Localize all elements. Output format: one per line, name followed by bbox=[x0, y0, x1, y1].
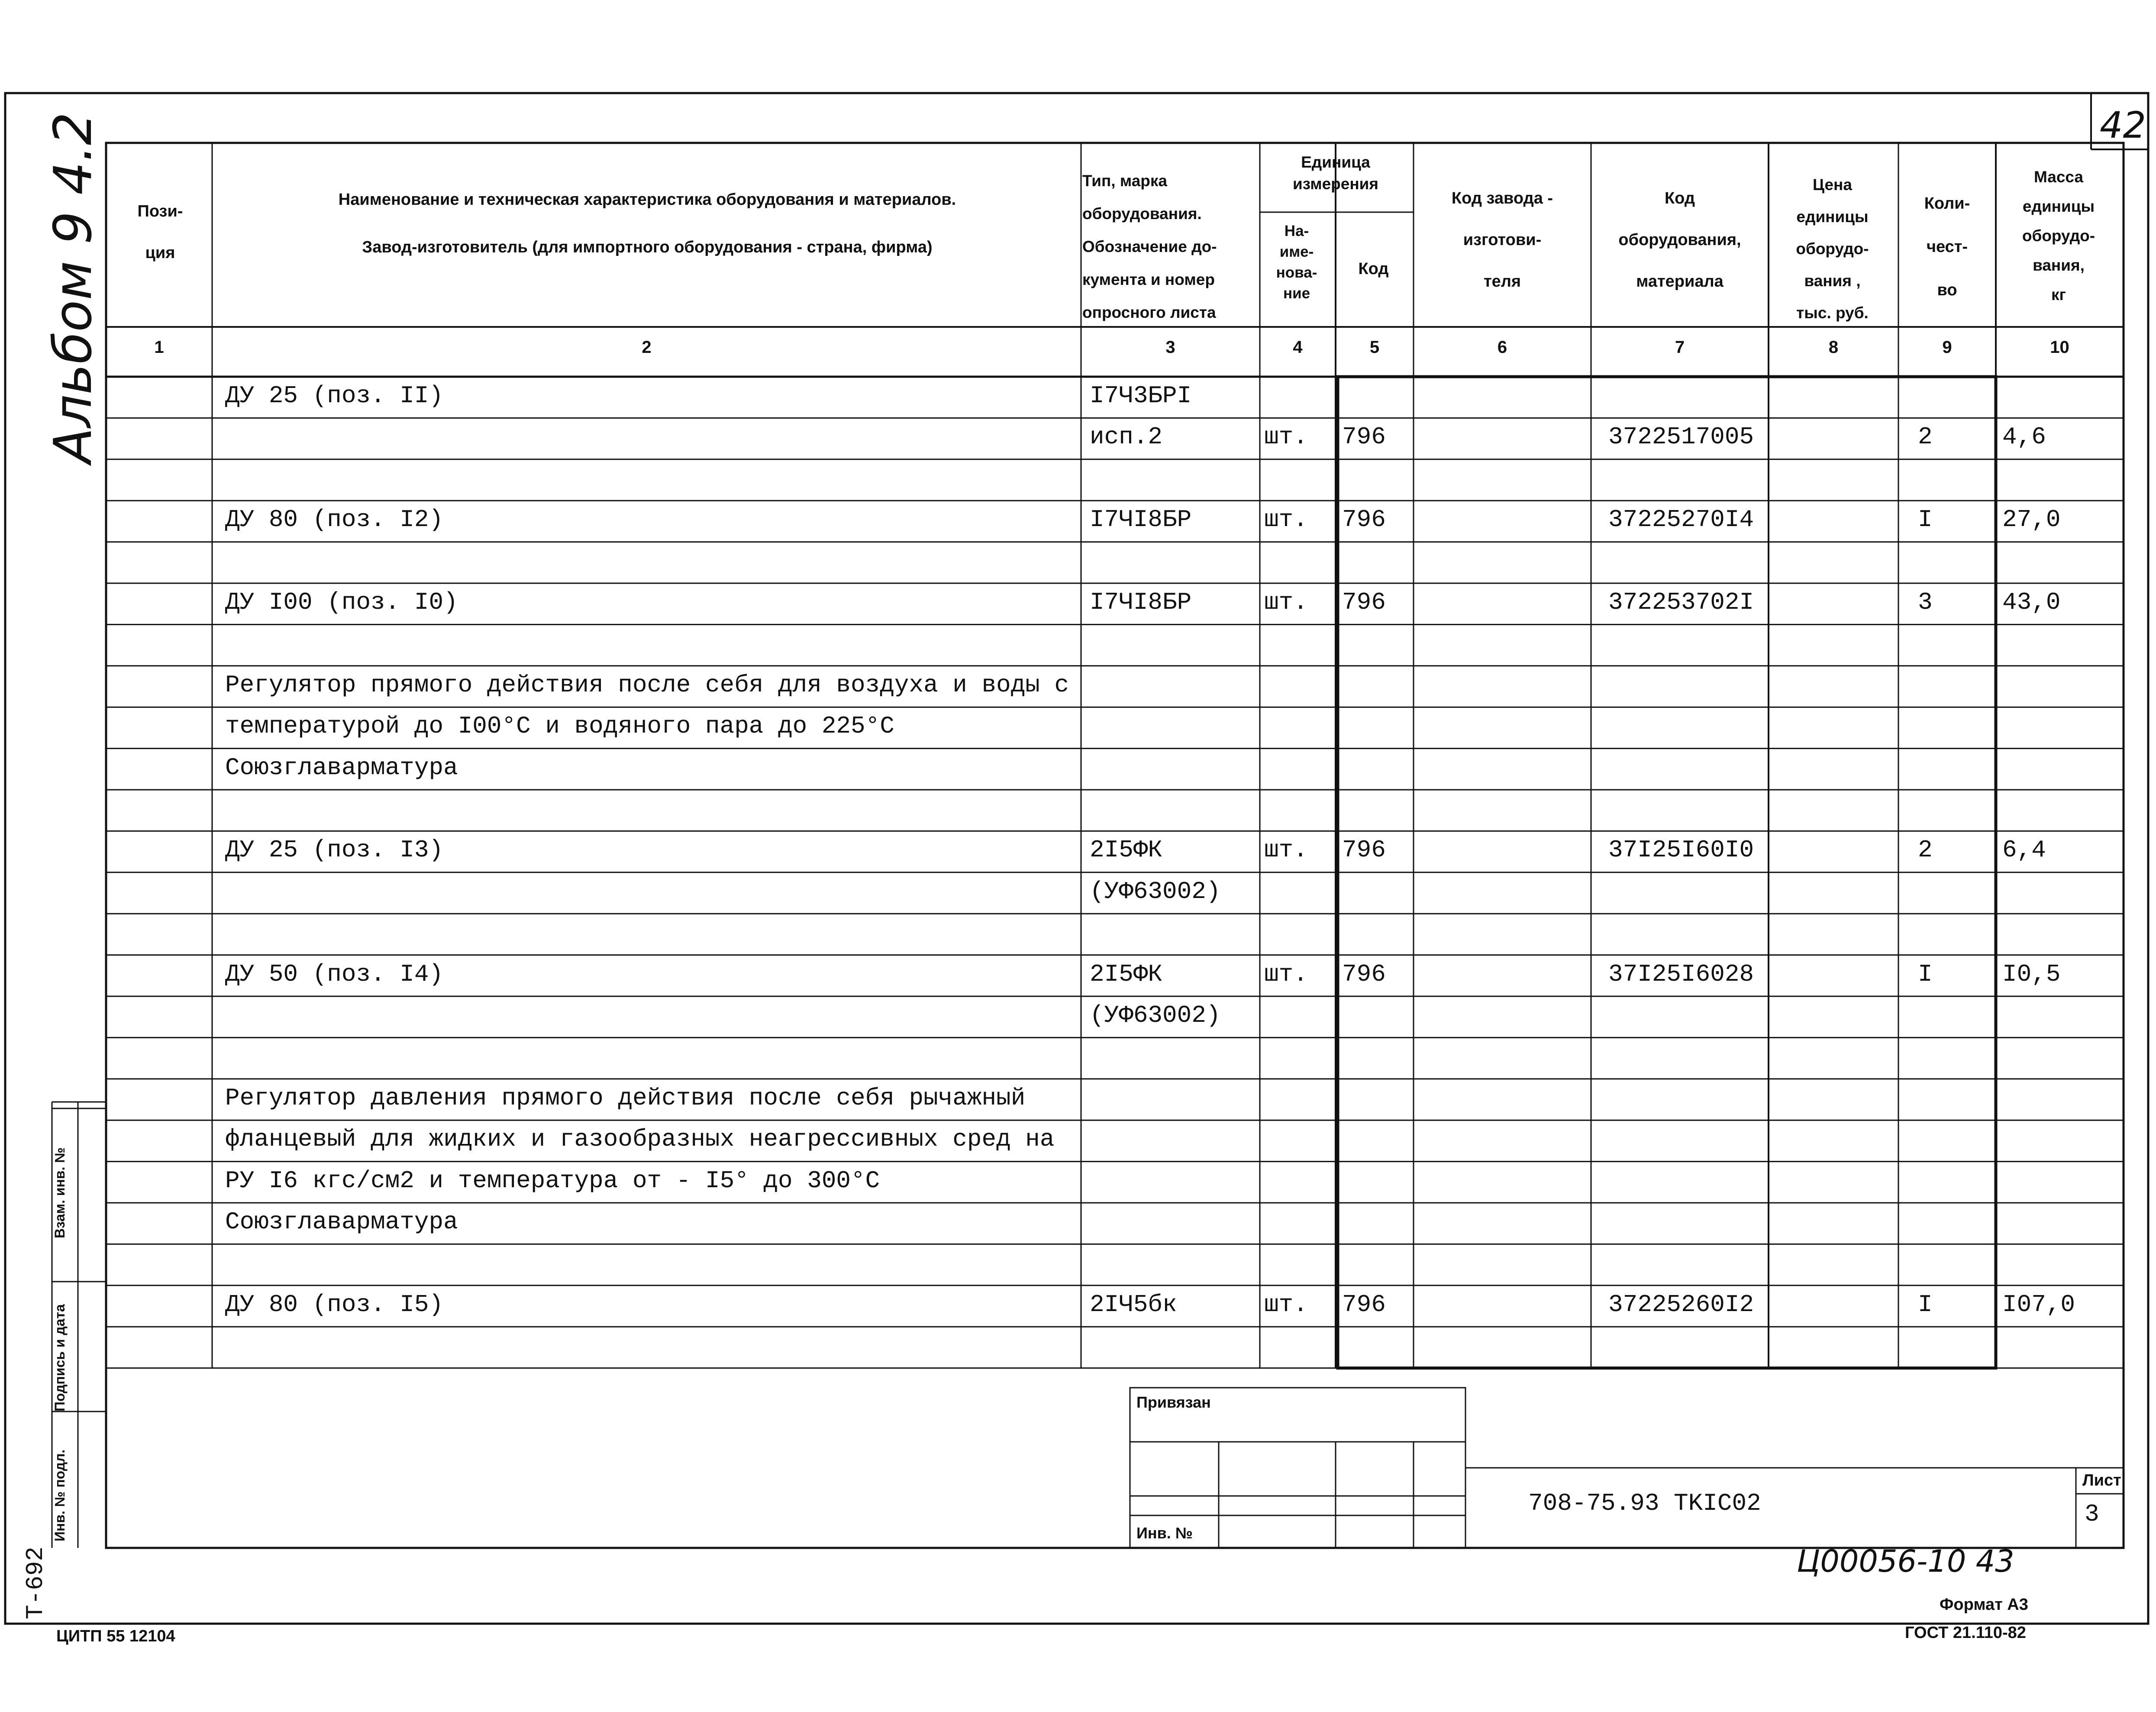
stamp-inv-podl: Инв. № подл. bbox=[52, 1449, 68, 1541]
cell-type: I7ЧI8БР bbox=[1090, 506, 1192, 534]
stamp-signature-date: Подпись и дата bbox=[52, 1304, 68, 1412]
cell-unit: шт. bbox=[1264, 588, 1308, 616]
column-number-3: 3 bbox=[1165, 338, 1175, 357]
header-type: Тип, марка оборудования. Обозначение до- кумента и номер опросного листа bbox=[1082, 172, 1217, 321]
cell-code: 796 bbox=[1342, 1290, 1386, 1318]
cell-name: ДУ 80 (поз. I2) bbox=[225, 506, 444, 534]
header-unit: Единица измерения bbox=[1292, 153, 1379, 193]
cell-name: ДУ 25 (поз. II) bbox=[225, 382, 444, 410]
org-code: ЦИТП 55 12104 bbox=[56, 1627, 175, 1645]
cell-unit: шт. bbox=[1264, 836, 1308, 864]
cell-name: Союзглаварматура bbox=[225, 753, 458, 782]
cell-type: I7Ч3БРI bbox=[1090, 382, 1192, 410]
format-label: Формат А3 bbox=[1940, 1596, 2028, 1614]
cell-type: I7ЧI8БР bbox=[1090, 588, 1192, 616]
cell-code: 796 bbox=[1342, 423, 1386, 451]
cell-unit: шт. bbox=[1264, 506, 1308, 534]
header-price: Цена единицы оборудо- вания , тыс. руб. bbox=[1796, 176, 1869, 322]
header-mass: Масса единицы оборудо- вания, кг bbox=[2022, 168, 2095, 304]
stamp-inv-no: Инв. № bbox=[1136, 1524, 1193, 1542]
header-quantity: Коли- чест- во bbox=[1924, 194, 1970, 299]
cell-mass: I07,0 bbox=[2002, 1290, 2075, 1318]
doc-code: 708-75.93 TKIC02 bbox=[1528, 1489, 1761, 1517]
cell-unit: шт. bbox=[1264, 960, 1308, 988]
cell-mass: 43,0 bbox=[2002, 588, 2061, 616]
stamp-privyazan: Привязан bbox=[1136, 1393, 1211, 1411]
gost-label: ГОСТ 21.110-82 bbox=[1905, 1624, 2026, 1642]
cell-type: (УФ63002) bbox=[1090, 1001, 1221, 1029]
cell-unit: шт. bbox=[1264, 1290, 1308, 1318]
handwritten-code: Ц00056-10 43 bbox=[1797, 1544, 2014, 1579]
cell-name: температурой до I00°С и водяного пара до 225°С bbox=[225, 712, 894, 740]
cell-quantity: 2 bbox=[1918, 423, 1933, 451]
cell-unit: шт. bbox=[1264, 423, 1308, 451]
column-number-5: 5 bbox=[1369, 338, 1380, 357]
cell-code: 796 bbox=[1342, 960, 1386, 988]
cell-material-code: 372253702I bbox=[1608, 588, 1754, 616]
header-material-code: Код оборудования, материала bbox=[1618, 189, 1741, 291]
cell-name: ДУ 50 (поз. I4) bbox=[225, 960, 444, 988]
column-number-8: 8 bbox=[1828, 338, 1839, 357]
column-number-2: 2 bbox=[642, 338, 652, 357]
cell-name: ДУ I00 (поз. I0) bbox=[225, 588, 458, 616]
cell-type: (УФ63002) bbox=[1090, 877, 1221, 905]
cell-material-code: 37225270I4 bbox=[1608, 506, 1754, 534]
page-number: 42 bbox=[2100, 104, 2146, 146]
cell-material-code: 37225260I2 bbox=[1608, 1290, 1754, 1318]
cell-name: Регулятор давления прямого действия после себя рычажный bbox=[225, 1084, 1026, 1112]
cell-name: фланцевый для жидких и газообразных неагрессивных сред на bbox=[225, 1125, 1055, 1153]
cell-name: ДУ 25 (поз. I3) bbox=[225, 836, 444, 864]
cell-quantity: 2 bbox=[1918, 836, 1933, 864]
cell-code: 796 bbox=[1342, 506, 1386, 534]
header-position: Пози- ция bbox=[137, 202, 183, 262]
cell-code: 796 bbox=[1342, 588, 1386, 616]
stamp-vzam-inv: Взам. инв. № bbox=[52, 1147, 68, 1238]
column-number-4: 4 bbox=[1293, 338, 1303, 357]
header-unit-name: На- име- нова- ние bbox=[1276, 223, 1317, 302]
cell-name: Регулятор прямого действия после себя для воздуха и воды с bbox=[225, 671, 1069, 699]
list-value: 3 bbox=[2085, 1500, 2099, 1528]
cell-code: 796 bbox=[1342, 836, 1386, 864]
cell-type: исп.2 bbox=[1090, 423, 1163, 451]
cell-mass: 6,4 bbox=[2002, 836, 2046, 864]
cell-material-code: 37I25I60I0 bbox=[1608, 836, 1754, 864]
header-name-line2: Завод-изготовитель (для импортного оборудования - страна, фирма) bbox=[362, 238, 933, 256]
cell-name: Союзглаварматура bbox=[225, 1208, 458, 1236]
header-unit-code: Код bbox=[1358, 260, 1389, 278]
column-number-7: 7 bbox=[1675, 338, 1685, 357]
column-number-6: 6 bbox=[1497, 338, 1507, 357]
cell-mass: 4,6 bbox=[2002, 423, 2046, 451]
column-number-9: 9 bbox=[1942, 338, 1952, 357]
list-label: Лист bbox=[2082, 1471, 2121, 1489]
cell-material-code: 3722517005 bbox=[1608, 423, 1754, 451]
cell-type: 2IЧ5бк bbox=[1090, 1290, 1177, 1318]
header-name-line1: Наименование и техническая характеристика оборудования и материалов. bbox=[338, 191, 956, 209]
cell-quantity: I bbox=[1918, 960, 1933, 988]
column-number-1: 1 bbox=[154, 338, 164, 357]
side-code: Т-692 bbox=[22, 1546, 49, 1619]
cell-type: 2I5ФК bbox=[1090, 960, 1163, 988]
header-maker-code: Код завода - изготови- теля bbox=[1451, 189, 1553, 291]
cell-material-code: 37I25I6028 bbox=[1608, 960, 1754, 988]
cell-quantity: 3 bbox=[1918, 588, 1933, 616]
cell-name: ДУ 80 (поз. I5) bbox=[225, 1290, 444, 1318]
cell-quantity: I bbox=[1918, 506, 1933, 534]
cell-type: 2I5ФК bbox=[1090, 836, 1163, 864]
cell-mass: I0,5 bbox=[2002, 960, 2061, 988]
cell-mass: 27,0 bbox=[2002, 506, 2061, 534]
cell-quantity: I bbox=[1918, 1290, 1933, 1318]
cell-name: РУ I6 кгс/см2 и температура от - I5° до 300°С bbox=[225, 1166, 880, 1195]
column-number-10: 10 bbox=[2050, 338, 2069, 357]
album-note: Альбом 9 4.2 bbox=[43, 112, 103, 463]
